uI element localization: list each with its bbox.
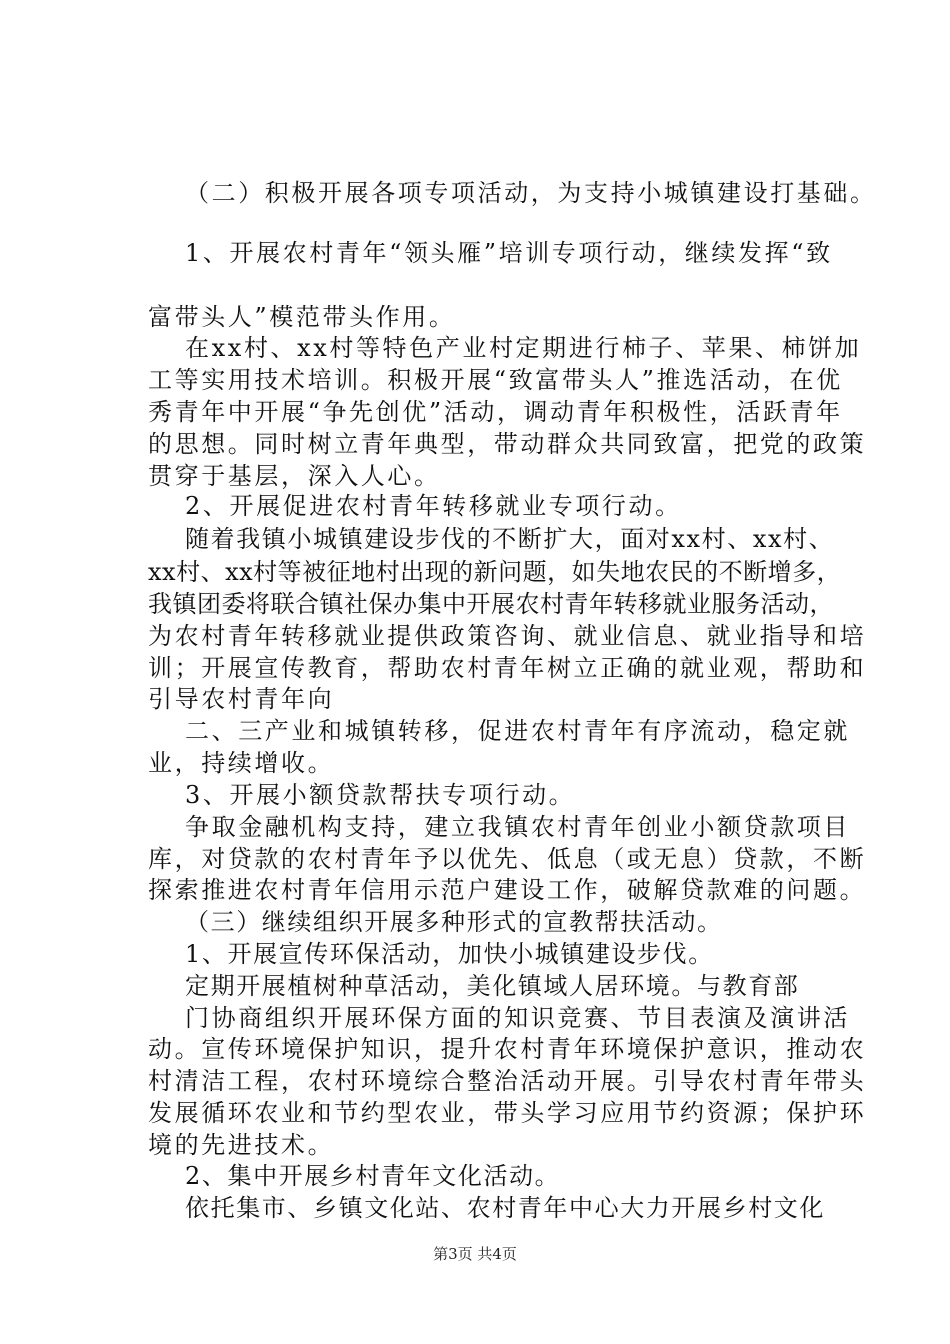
paragraph-line: 随着我镇小城镇建设步伐的不断扩大，面对xx村、xx村、 [185,525,835,553]
paragraph-line: 二、三产业和城镇转移，促进农村青年有序流动，稳定就 [185,717,850,745]
subheading-3: 3、开展小额贷款帮扶专项行动。 [185,781,576,809]
paragraph-line: 动。宣传环境保护知识，提升农村青年环境保护意识，推动农 [148,1035,867,1063]
paragraph-line: 在xx村、xx村等特色产业村定期进行柿子、苹果、柿饼加 [185,334,862,362]
subheading-1: 1、开展农村青年“领头雁”培训专项行动，继续发挥“致 [185,239,833,267]
page-number: 第3页 共4页 [433,1245,517,1263]
paragraph-line: 定期开展植树种草活动，美化镇域人居环境。与教育部 [185,972,800,1000]
subheading-1: 1、开展宣传环保活动，加快小城镇建设步伐。 [185,940,714,968]
paragraph-line: 争取金融机构支持，建立我镇农村青年创业小额贷款项目 [185,813,850,841]
paragraph-line: 为农村青年转移就业提供政策咨询、就业信息、就业指导和培 [148,622,867,650]
paragraph-line: 境的先进技术。 [148,1131,335,1159]
subheading-2: 2、集中开展乡村青年文化活动。 [185,1162,561,1190]
paragraph-line: 贯穿于基层，深入人心。 [148,462,441,490]
paragraph-line: 引导农村青年向 [148,685,335,713]
paragraph-line: 依托集市、乡镇文化站、农村青年中心大力开展乡村文化 [185,1194,825,1222]
paragraph-line: 门协商组织开展环保方面的知识竞赛、节目表演及演讲活 [185,1004,850,1032]
subheading-1-cont: 富带头人”模范带头作用。 [148,303,456,331]
paragraph-line: 探索推进农村青年信用示范户建设工作，破解贷款难的问题。 [148,876,867,904]
paragraph-line: 的思想。同时树立青年典型，带动群众共同致富，把党的政策 [148,430,867,458]
paragraph-line: 发展循环农业和节约型农业，带头学习应用节约资源；保护环 [148,1099,867,1127]
paragraph-line: 秀青年中开展“争先创优”活动，调动青年积极性，活跃青年 [148,398,843,426]
paragraph-line: 工等实用技术培训。积极开展“致富带头人”推选活动，在优 [148,366,843,394]
paragraph-line: 训；开展宣传教育，帮助农村青年树立正确的就业观，帮助和 [148,654,867,682]
paragraph-line: xx村、xx村等被征地村出现的新问题，如失地农民的不断增多， [148,558,842,586]
paragraph-line: 我镇团委将联合镇社保办集中开展农村青年转移就业服务活动， [148,590,834,618]
section-heading-2: （二）积极开展各项专项活动，为支持小城镇建设打基础。 [185,179,877,207]
subheading-2: 2、开展促进农村青年转移就业专项行动。 [185,492,682,520]
paragraph-line: 村清洁工程，农村环境综合整治活动开展。引导农村青年带头 [148,1067,867,1095]
paragraph-line: 业，持续增收。 [148,749,335,777]
section-heading-3: （三）继续组织开展多种形式的宣教帮扶活动。 [185,908,723,936]
paragraph-line: 库，对贷款的农村青年予以优先、低息（或无息）贷款，不断 [148,845,867,873]
